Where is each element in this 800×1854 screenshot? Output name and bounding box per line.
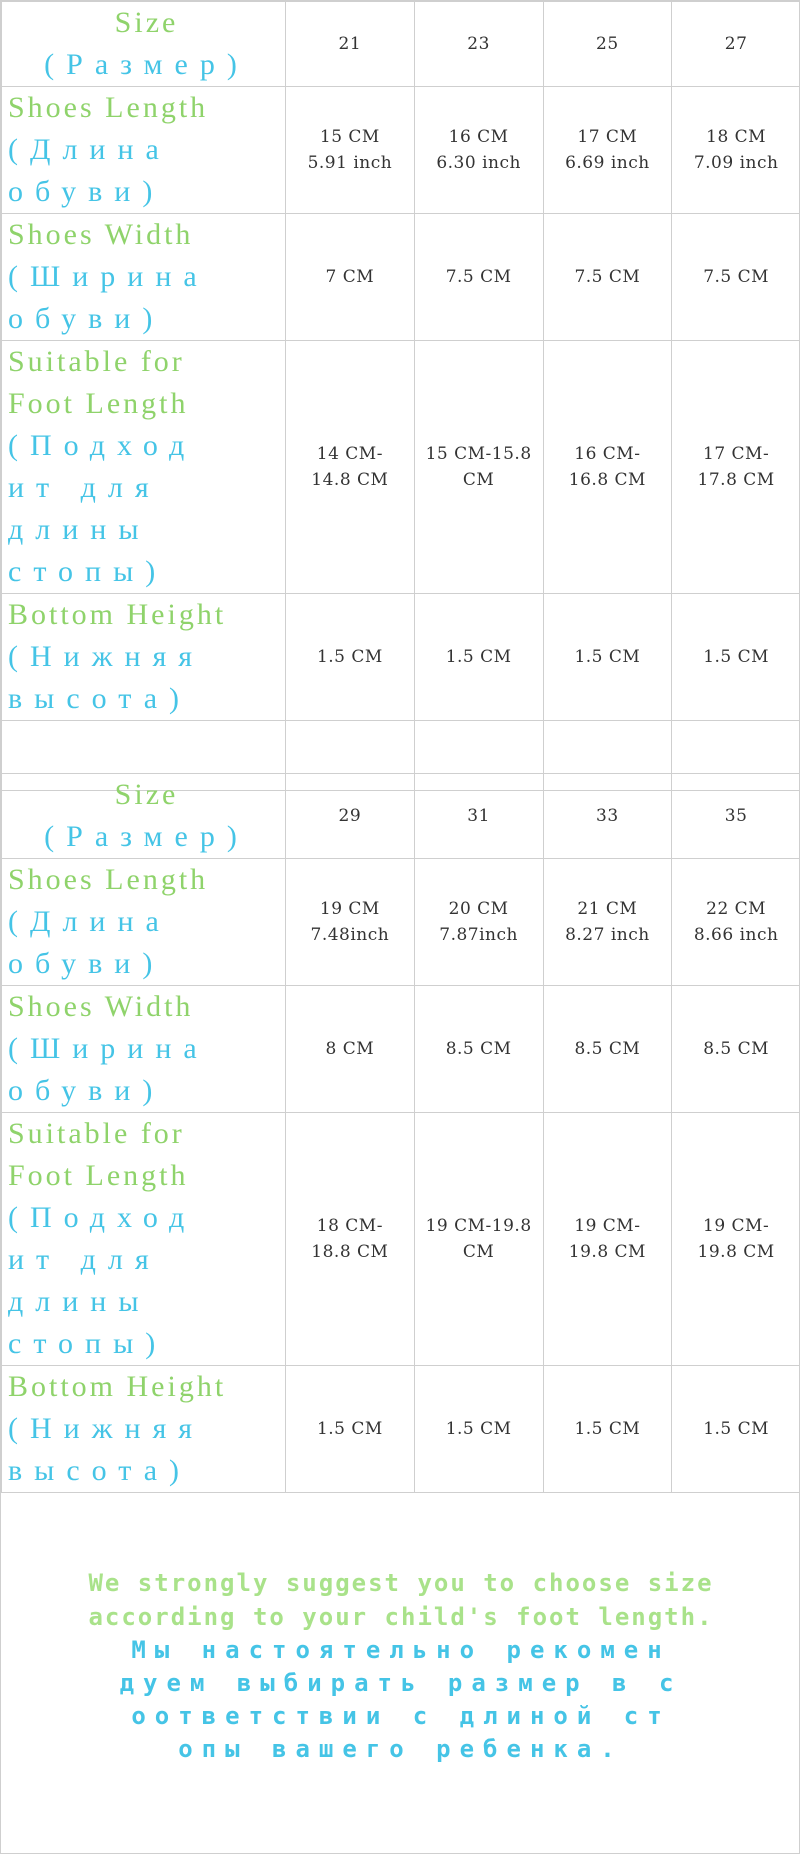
shoes-width-value: 8.5 CM: [672, 986, 800, 1113]
shoes-width-label: [2, 214, 286, 341]
foot-length-label-ru: стопы): [8, 1327, 168, 1360]
bottom-height-value: 1.5 CM: [414, 1366, 543, 1493]
note-english-line: We strongly suggest you to choose size: [88, 1569, 714, 1597]
shoes-width-row: [2, 214, 800, 341]
bottom-height-value: 1.5 CM: [414, 594, 543, 721]
foot-length-label-ru: стопы): [8, 555, 168, 588]
size-table-1: [1, 1, 800, 791]
shoes-length-label-en: Shoes Length: [8, 863, 209, 896]
bottom-height-label-ru: высота): [8, 682, 192, 715]
bottom-height-value: 1.5 CM: [543, 594, 672, 721]
length-cm: 19 CM: [319, 899, 380, 919]
shoes-length-label-en: Shoes Length: [8, 91, 209, 124]
bottom-height-row: [2, 594, 800, 721]
foot-length-to: 16.8 CM: [568, 470, 646, 490]
length-inch: 7.09 inch: [693, 153, 779, 173]
size-label-ru: (Размер): [44, 820, 249, 853]
shoes-length-value: [414, 859, 543, 986]
foot-length-value: [672, 1113, 800, 1366]
size-value: 33: [543, 774, 672, 859]
size-label: [2, 774, 286, 859]
shoes-length-label: [2, 859, 286, 986]
foot-length-value: [286, 1113, 415, 1366]
length-inch: 8.27 inch: [565, 925, 650, 945]
size-label-en: Size: [114, 6, 179, 39]
foot-length-value: [414, 341, 543, 594]
foot-length-label-en: Foot Length: [8, 387, 189, 420]
shoes-width-value: 7.5 CM: [672, 214, 800, 341]
foot-length-to: CM: [462, 470, 495, 490]
length-cm: 16 CM: [448, 127, 509, 147]
foot-length-to: 19.8 CM: [697, 1242, 775, 1262]
length-inch: 7.48inch: [310, 925, 390, 945]
foot-length-to: 17.8 CM: [697, 470, 775, 490]
shoes-length-value: [286, 859, 415, 986]
foot-length-value: [672, 341, 800, 594]
bottom-height-value: 1.5 CM: [672, 594, 800, 721]
foot-length-row: [2, 1113, 800, 1366]
shoes-width-value: 8 CM: [286, 986, 415, 1113]
foot-length-value: [414, 1113, 543, 1366]
foot-length-row: [2, 341, 800, 594]
shoes-length-row: [2, 859, 800, 986]
foot-length-label: [2, 1113, 286, 1366]
shoes-length-label-ru: (Длина: [8, 905, 171, 938]
bottom-height-label-en: Bottom Height: [8, 1370, 227, 1403]
bottom-height-value: 1.5 CM: [672, 1366, 800, 1493]
foot-length-from: 15 CM-15.8: [425, 444, 532, 464]
shoes-width-label-ru: обуви): [8, 1074, 165, 1107]
length-cm: 18 CM: [706, 127, 767, 147]
bottom-height-row: [2, 1366, 800, 1493]
shoes-width-label-en: Shoes Width: [8, 218, 194, 251]
foot-length-label-ru: длины: [8, 513, 151, 546]
shoes-width-label-ru: обуви): [8, 302, 165, 335]
foot-length-from: 19 CM-19.8: [425, 1216, 532, 1236]
size-value: 35: [672, 774, 800, 859]
length-inch: 7.87inch: [439, 925, 518, 945]
foot-length-from: 19 CM-: [703, 1216, 770, 1236]
note-russian-line: оответствии с длиной ст: [131, 1702, 671, 1730]
bottom-height-label-ru: высота): [8, 1454, 192, 1487]
shoes-width-value: 7.5 CM: [543, 214, 672, 341]
shoes-length-label-ru: обуви): [8, 947, 165, 980]
shoes-width-value: 8.5 CM: [543, 986, 672, 1113]
size-value: 29: [286, 774, 415, 859]
foot-length-from: 16 CM-: [574, 444, 641, 464]
foot-length-label-ru: длины: [8, 1285, 151, 1318]
foot-length-from: 18 CM-: [316, 1216, 383, 1236]
length-cm: 17 CM: [577, 127, 638, 147]
note-russian-line: опы вашего ребенка.: [178, 1735, 624, 1763]
shoes-length-label-ru: обуви): [8, 175, 165, 208]
shoes-width-label-en: Shoes Width: [8, 990, 194, 1023]
shoes-width-label-ru: (Ширина: [8, 1032, 209, 1065]
size-value: 31: [414, 774, 543, 859]
size-row: [2, 2, 800, 87]
foot-length-label-ru: (Подход: [8, 1201, 197, 1234]
shoes-length-value: [672, 859, 800, 986]
foot-length-label-ru: (Подход: [8, 429, 197, 462]
bottom-height-label-ru: (Нижняя: [8, 1412, 205, 1445]
length-inch: 6.30 inch: [436, 153, 521, 173]
bottom-height-label: [2, 1366, 286, 1493]
size-recommendation-note: [1, 1566, 800, 1766]
foot-length-to: 18.8 CM: [311, 1242, 389, 1262]
size-value: 21: [286, 2, 415, 87]
length-cm: 15 CM: [319, 127, 380, 147]
foot-length-value: [286, 341, 415, 594]
length-inch: 6.69 inch: [565, 153, 650, 173]
foot-length-from: 14 CM-: [316, 444, 383, 464]
bottom-height-label-en: Bottom Height: [8, 598, 227, 631]
bottom-height-value: 1.5 CM: [543, 1366, 672, 1493]
bottom-height-label-ru: (Нижняя: [8, 640, 205, 673]
shoes-width-value: 7 CM: [286, 214, 415, 341]
foot-length-from: 17 CM-: [703, 444, 770, 464]
bottom-height-value: 1.5 CM: [286, 1366, 415, 1493]
foot-length-value: [543, 1113, 672, 1366]
foot-length-label-en: Suitable for: [8, 1117, 185, 1150]
foot-length-value: [543, 341, 672, 594]
size-value: 23: [414, 2, 543, 87]
foot-length-label-en: Suitable for: [8, 345, 185, 378]
length-cm: 21 CM: [577, 899, 638, 919]
shoes-width-label: [2, 986, 286, 1113]
foot-length-label-ru: ит для: [8, 471, 161, 504]
size-label-en: Size: [114, 778, 179, 811]
length-inch: 8.66 inch: [693, 925, 779, 945]
shoes-width-value: 8.5 CM: [414, 986, 543, 1113]
bottom-height-value: 1.5 CM: [286, 594, 415, 721]
shoes-length-value: [543, 859, 672, 986]
shoes-length-value: [414, 87, 543, 214]
shoes-length-label-ru: (Длина: [8, 133, 171, 166]
length-cm: 20 CM: [448, 899, 509, 919]
shoes-width-label-ru: (Ширина: [8, 260, 209, 293]
size-value: 27: [672, 2, 800, 87]
shoes-width-row: [2, 986, 800, 1113]
length-cm: 22 CM: [706, 899, 767, 919]
foot-length-label-en: Foot Length: [8, 1159, 189, 1192]
foot-length-to: CM: [462, 1242, 495, 1262]
length-inch: 5.91 inch: [307, 153, 393, 173]
shoes-length-row: [2, 87, 800, 214]
size-table-2: [1, 773, 800, 1493]
foot-length-label-ru: ит для: [8, 1243, 161, 1276]
bottom-height-label: [2, 594, 286, 721]
shoes-length-value: [286, 87, 415, 214]
shoes-width-value: 7.5 CM: [414, 214, 543, 341]
shoes-length-label: [2, 87, 286, 214]
note-russian-line: дуем выбирать размер в с: [119, 1669, 683, 1697]
size-row: [2, 774, 800, 859]
foot-length-to: 19.8 CM: [568, 1242, 646, 1262]
shoes-length-value: [543, 87, 672, 214]
size-label: [2, 2, 286, 87]
foot-length-to: 14.8 CM: [311, 470, 389, 490]
note-english-line: according to your child's foot length.: [88, 1603, 714, 1631]
size-label-ru: (Размер): [44, 48, 249, 81]
shoes-length-value: [672, 87, 800, 214]
size-value: 25: [543, 2, 672, 87]
note-russian-line: Мы настоятельно рекомен: [131, 1636, 671, 1664]
foot-length-label: [2, 341, 286, 594]
foot-length-from: 19 CM-: [574, 1216, 641, 1236]
